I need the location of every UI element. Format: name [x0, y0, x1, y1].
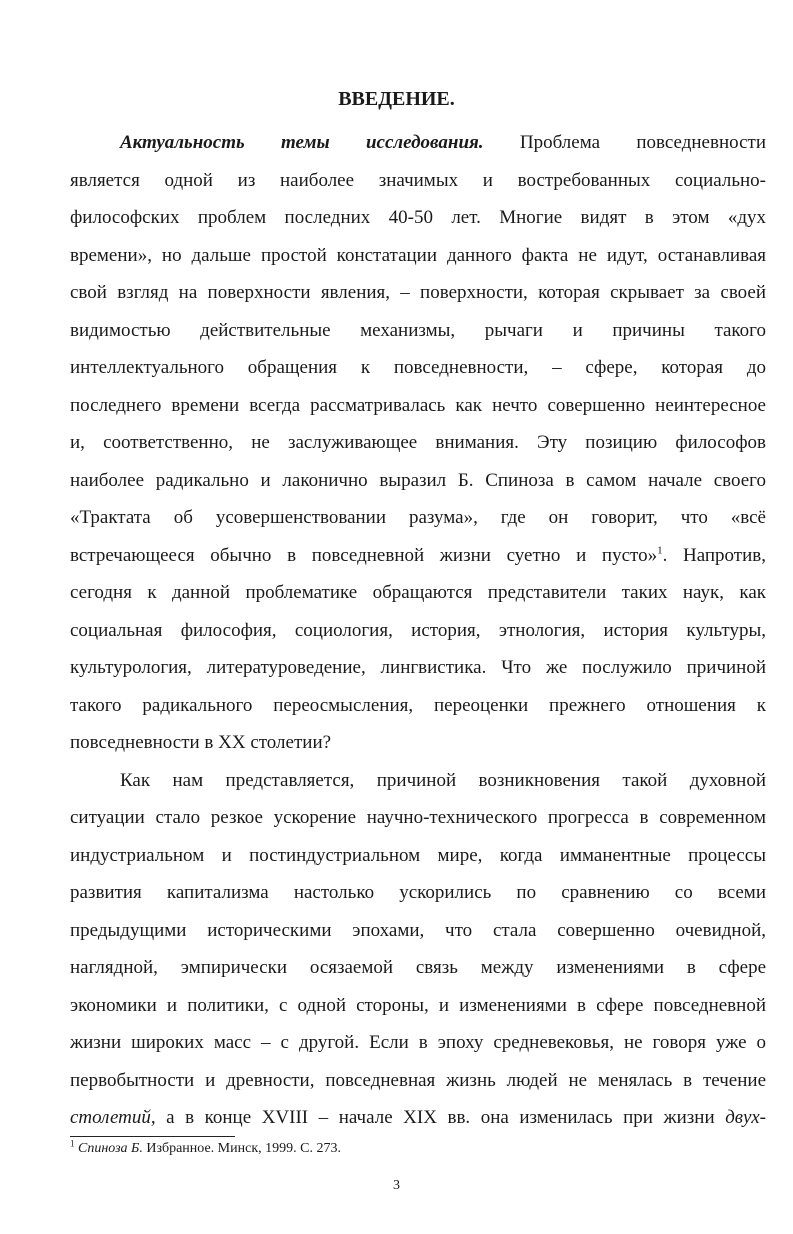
text-line [70, 916, 766, 954]
text-segment: Актуальность темы исследования. [120, 132, 484, 153]
text-line [70, 128, 766, 166]
text-segment: является одной из наиболее значимых и востребованных социально- [70, 169, 766, 191]
text-line [70, 503, 766, 541]
text-line [70, 803, 766, 841]
text-segment: индустриальном и постиндустриальном мире, когда имманентные процессы [70, 844, 766, 866]
footnote-author: Спиноза Б. [78, 1141, 143, 1156]
text-line [70, 691, 766, 729]
text-line [70, 203, 766, 241]
text-line [70, 841, 766, 879]
text-line [70, 1028, 766, 1066]
text-line [70, 391, 766, 429]
text-line [70, 1066, 766, 1104]
text-segment: сегодня к данной проблематике обращаются представители таких наук, как [70, 582, 766, 603]
text-segment: Как нам представляется, причиной возникновения такой духовной [120, 769, 766, 791]
page-number: 3 [393, 1178, 400, 1193]
text-segment: «Трактата об усовершенствовании разума», где он говорит, что «всё [70, 507, 766, 528]
text-line [70, 578, 766, 616]
text-segment: . Напротив, [662, 544, 766, 566]
text-segment: последнего времени всегда рассматривалась как нечто совершенно неинтересное [70, 394, 766, 416]
text-segment: философских проблем последних 40-50 лет. Многие видят в этом «дух [70, 207, 766, 228]
text-line [70, 878, 766, 916]
footnote-divider [70, 1136, 235, 1137]
text-line [70, 353, 766, 391]
text-segment: такого радикального переосмысления, переоценки прежнего отношения к [70, 694, 766, 716]
text-segment: видимостью действительные механизмы, рычаги и причины такого [70, 319, 766, 341]
text-segment: первобытности и древности, повседневная жизнь людей не менялась в течение [70, 1069, 766, 1091]
footnote-text: Избранное. Минск, 1999. С. 273. [142, 1141, 341, 1156]
text-line [70, 541, 766, 579]
text-segment: Проблема повседневности [483, 132, 766, 153]
text-segment: предыдущими историческими эпохами, что стала совершенно очевидной, [70, 919, 766, 941]
footnote-reference: 1 [657, 544, 663, 557]
text-line [70, 766, 766, 804]
text-segment: столетий [70, 1107, 151, 1128]
text-line [70, 241, 766, 279]
text-line [70, 166, 766, 204]
text-line [70, 991, 766, 1029]
text-segment: жизни широких масс – с другой. Если в эпоху средневековья, не говоря уже о [70, 1032, 766, 1053]
text-segment: встречающееся обычно в повседневной жизни суетно и пусто» [70, 544, 658, 566]
text-line [70, 616, 766, 654]
footnote [70, 1138, 341, 1157]
text-segment: повседневности в XX столетии? [70, 732, 332, 753]
text-line [70, 466, 766, 504]
text-segment: интеллектуального обращения к повседневности, – сфере, которая до [70, 357, 766, 378]
text-line [70, 278, 766, 316]
text-segment: наиболее радикально и лаконично выразил Б. Спиноза в самом начале своего [70, 469, 766, 491]
text-segment: и, соответственно, не заслуживающее внимания. Эту позицию философов [70, 432, 766, 453]
text-line [70, 953, 766, 991]
text-line [70, 316, 766, 354]
text-segment: развития капитализма настолько ускорились по сравнению со всеми [70, 882, 766, 903]
text-line [70, 728, 766, 766]
text-line [70, 428, 766, 466]
text-line [70, 653, 766, 691]
text-line [70, 1103, 766, 1141]
section-heading: ВВЕДЕНИЕ. [338, 88, 455, 110]
text-segment: , а в конце XVIII – начале XIX вв. она изменилась при жизни [150, 1107, 726, 1128]
text-segment: времени», но дальше простой констатации данного факта не идут, останавливая [70, 244, 766, 266]
body-text [70, 128, 766, 1141]
text-segment: экономики и политики, с одной стороны, и изменениями в сфере повседневной [70, 994, 766, 1016]
text-segment: свой взгляд на поверхности явления, – поверхности, которая скрывает за своей [70, 282, 766, 303]
text-segment: культурология, литературоведение, лингвистика. Что же послужило причиной [70, 657, 766, 678]
footnote-mark: 1 [70, 1138, 75, 1149]
text-segment: двух- [725, 1107, 766, 1128]
text-segment: социальная философия, социология, история, этнология, история культуры, [70, 619, 766, 641]
text-segment: наглядной, эмпирически осязаемой связь между изменениями в сфере [70, 957, 766, 978]
text-segment: ситуации стало резкое ускорение научно-технического прогресса в современном [70, 807, 766, 828]
